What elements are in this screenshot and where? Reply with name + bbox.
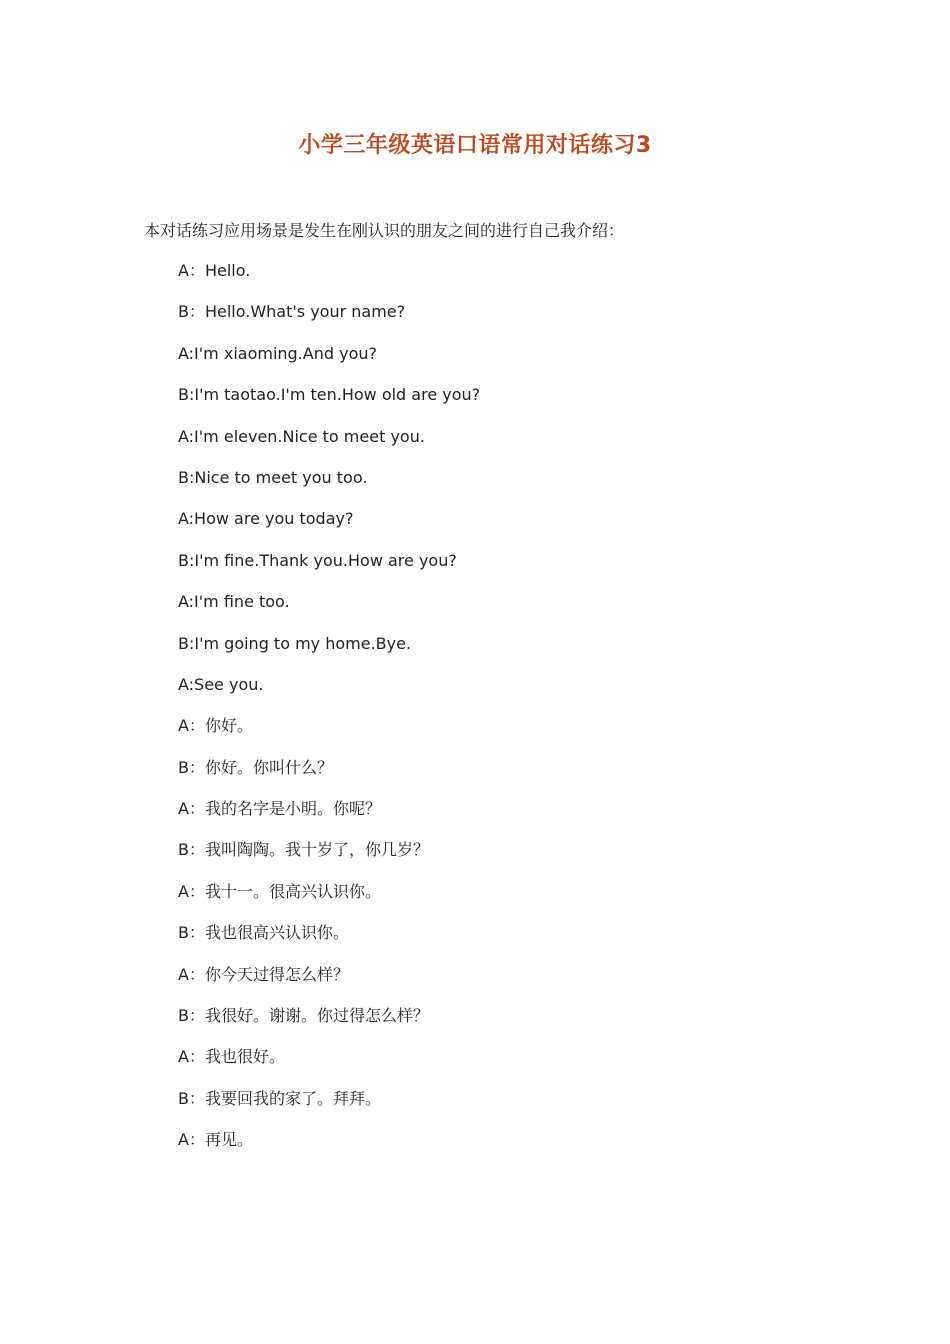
dialogue-line: A：我也很好。	[178, 1047, 285, 1067]
dialogue-line: B：我要回我的家了。拜拜。	[178, 1088, 381, 1108]
dialogue-line: A：你今天过得怎么样？	[178, 964, 349, 984]
dialogue-line: B：你好。你叫什么？	[178, 757, 333, 777]
dialogue-line: A:How are you today?	[178, 509, 354, 529]
dialogue-line: A：我十一。很高兴认识你。	[178, 881, 381, 901]
dialogue-list	[178, 260, 480, 1171]
dialogue-line: B:I'm going to my home.Bye.	[178, 633, 412, 653]
dialogue-line: A：你好。	[178, 716, 253, 736]
dialogue-line: B：Hello.What's your name?	[178, 302, 406, 322]
dialogue-line: A:I'm xiaoming.And you?	[178, 343, 377, 363]
dialogue-line: A：Hello.	[178, 261, 251, 280]
dialogue-line: B:I'm fine.Thank you.How are you?	[178, 550, 457, 570]
page-title: 小学三年级英语口语常用对话练习3	[298, 133, 652, 158]
dialogue-line: B：我很好。谢谢。你过得怎么样？	[178, 1006, 429, 1026]
intro-paragraph: 本对话练习应用场景是发生在刚认识的朋友之间的进行自己我介绍：	[144, 221, 625, 240]
dialogue-line: B：我叫陶陶。我十岁了，你几岁？	[178, 840, 429, 860]
dialogue-line: A：再见。	[178, 1130, 253, 1150]
dialogue-line: B:I'm taotao.I'm ten.How old are you?	[178, 385, 481, 405]
dialogue-line: A:See you.	[178, 674, 264, 694]
dialogue-line: B：我也很高兴认识你。	[178, 923, 349, 943]
dialogue-line: A:I'm eleven.Nice to meet you.	[178, 426, 425, 446]
dialogue-line: B:Nice to meet you too.	[178, 467, 368, 487]
dialogue-line: A：我的名字是小明。你呢？	[178, 799, 381, 819]
dialogue-line: A:I'm fine too.	[178, 592, 290, 612]
